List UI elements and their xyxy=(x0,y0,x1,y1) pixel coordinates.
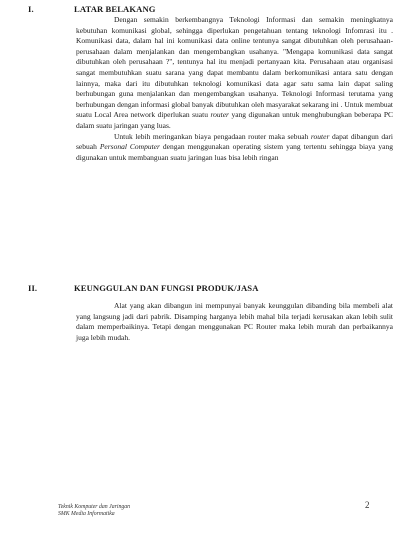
section-2-number: II. xyxy=(28,283,38,293)
section-1-paragraph-2: Untuk lebih meringankan biaya pengadaan router maka sebuah router dapat dibangun dari sebuah Personal Computer dengan menggunakan operating sistem yang tertentu sehingga biaya yang digunakan untuk membanguan suatu jaringan luas bisa lebih ringan xyxy=(76,131,394,162)
section-2-paragraph-1: Alat yang akan dibangun ini mempunyai banyak keunggulan dibanding bila membeli alat yang langsung jadi dari pabrik. Disamping harganya lebih mahal bila terjadi kerusakan akan lebih sulit dalam memperbaikinya. Tetapi dengan menggunakan PC Router maka lebih murah dan perbaikannya juga lebih mudah. xyxy=(76,301,393,342)
section-1-title: LATAR BELAKANG xyxy=(74,4,156,14)
personal-computer-term: Personal Computer xyxy=(99,142,160,152)
page-footer xyxy=(58,504,130,518)
footer-line-2: SMK Media Informatika xyxy=(58,511,115,517)
section-2-title: KEUNGGULAN DAN FUNGSI PRODUK/JASA xyxy=(74,283,259,293)
page-number: 2 xyxy=(365,500,370,510)
section-1-heading xyxy=(28,4,156,14)
footer-line-1: Teknik Komputer dan Jaringan xyxy=(58,504,131,510)
section-1-number: I. xyxy=(28,4,34,14)
section-1-body xyxy=(76,15,393,163)
section-1-paragraph-1: Dengan semakin berkembangnya Teknologi Informasi dan semakin meningkatnya kebutuhan komunikasi global, sehingga diperlukan pengetahuan tentang teknologi Infomrasi itu . Komunikasi data, dalam hal ini komunikasi data online tentunya sangat dibutuhkan oleh perusahaan-perusahaan dalam menjalankan dan mengembangkan usahanya. "Mengapa komunikasi data sangat dibutuhkan oleh perusahaan ?", tentunya hal itu menjadi pertanyaan kita. Perusahaan atau organisasi sangat membutuhkan suatu sarana yang dapat membantu dalam berkomunikasi antara satu dengan lainnya, maka dari itu dibutuhkan teknologi komunikasi data agar satu sama lain dapat saling berhubungan guna menjalankan dan mengembangkan usahanya. Teknologi Informasi terutama yang berhubungan dengan informasi global banyak dibutuhkan oleh masyarakat sekarang ini . Untuk membuat suatu Local Area network diperlukan suatu router yang digunakan untuk menghubungkan beberapa PC dalam suatu jaringan yang luas. xyxy=(76,15,394,130)
router-term-2: router xyxy=(310,131,330,141)
section-2-body xyxy=(76,301,393,343)
section-2-heading xyxy=(28,283,259,293)
router-term: router xyxy=(210,110,229,120)
